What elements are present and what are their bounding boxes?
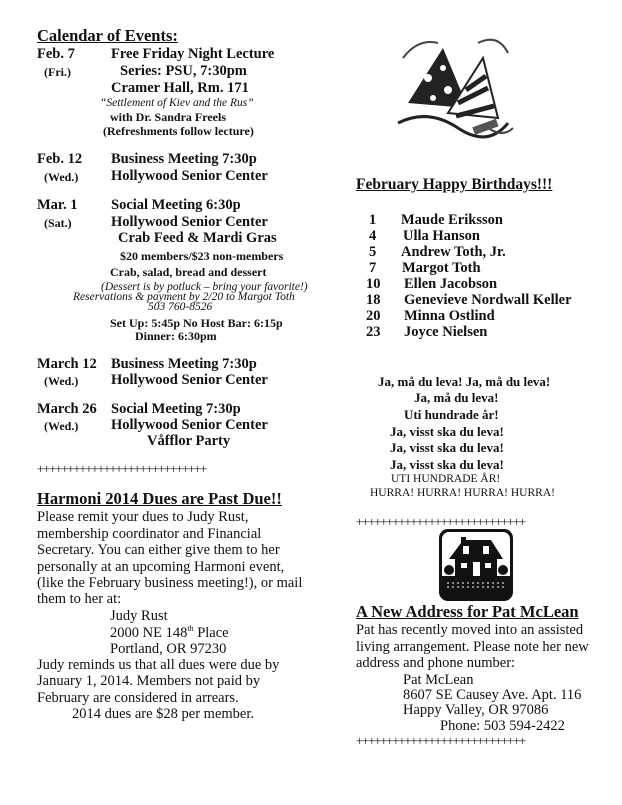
separator: ++++++++++++++++++++++++++++ — [356, 733, 525, 748]
birthday-day: 7 — [369, 260, 377, 276]
song-line: Ja, visst ska du leva! — [390, 424, 504, 439]
birthday-day: 4 — [369, 228, 377, 244]
event-line: Hollywood Senior Center — [111, 214, 268, 230]
event-line: Social Meeting 7:30p — [111, 401, 241, 417]
event-line: Reservations & payment by 2/20 to Margot Toth — [73, 291, 295, 303]
event-line: with Dr. Sandra Freels — [110, 110, 227, 124]
dues-text: Secretary. You can either give them to her — [37, 542, 280, 558]
dues-address: Portland, OR 97230 — [110, 641, 227, 657]
birthday-day: 18 — [366, 292, 381, 308]
event-day: (Sat.) — [44, 216, 72, 230]
birthdays-title: February Happy Birthdays!!! — [356, 176, 553, 193]
event-line: Business Meeting 7:30p — [111, 151, 257, 167]
event-date: Feb. 7 — [37, 46, 75, 62]
event-line: $20 members/$23 non-members — [120, 249, 284, 263]
event-line: Social Meeting 6:30p — [111, 197, 241, 213]
dues-address: 2000 NE 148th Place — [110, 624, 229, 641]
event-line: Series: PSU, 7:30pm — [120, 63, 247, 79]
event-day: (Wed.) — [44, 374, 79, 388]
birthday-day: 10 — [366, 276, 381, 292]
birthday-day: 23 — [366, 324, 381, 340]
event-line: Crab, salad, bread and dessert — [110, 265, 267, 279]
calendar-title: Calendar of Events: — [37, 26, 178, 45]
birthday-name: Margot Toth — [402, 260, 481, 276]
birthday-name: Ulla Hanson — [403, 228, 480, 244]
dues-text: Please remit your dues to Judy Rust, — [37, 509, 249, 525]
event-line: Hollywood Senior Center — [111, 168, 268, 184]
new-address-line: 8607 SE Causey Ave. Apt. 116 — [403, 687, 582, 703]
dues-text: 2014 dues are $28 per member. — [72, 706, 255, 722]
new-address-line: Pat McLean — [403, 672, 474, 688]
dues-text: Judy reminds us that all dues were due by — [37, 657, 280, 673]
event-date: Mar. 1 — [37, 197, 78, 213]
event-line: Crab Feed & Mardi Gras — [118, 230, 277, 246]
event-line: (Dessert is by potluck – bring your favorite!) — [101, 281, 308, 293]
dues-text: personally at an upcoming Harmoni event, — [37, 559, 285, 575]
new-address-line: Happy Valley, OR 97086 — [403, 702, 549, 718]
song-line: Ja, må du leva! Ja, må du leva! — [378, 374, 551, 389]
event-line: Hollywood Senior Center — [111, 372, 268, 388]
event-date: March 12 — [37, 356, 97, 372]
song-line: Uti hundrade år! — [404, 407, 499, 422]
birthday-name: Maude Eriksson — [401, 212, 503, 228]
song-line: HURRA! HURRA! HURRA! HURRA! — [370, 487, 555, 499]
dues-text: membership coordinator and Financial — [37, 526, 262, 542]
event-line: Dinner: 6:30pm — [135, 329, 217, 343]
new-address-text: living arrangement. Please note her new — [356, 639, 589, 655]
event-line: Set Up: 5:45p No Host Bar: 6:15p — [110, 316, 283, 330]
house-icon — [439, 529, 513, 601]
party-hat-icon — [388, 28, 518, 148]
dues-text: January 1, 2014. Members not paid by — [37, 673, 261, 689]
separator: ++++++++++++++++++++++++++++ — [356, 514, 525, 529]
dues-title: Harmoni 2014 Dues are Past Due!! — [37, 489, 282, 508]
birthday-name: Minna Ostlind — [404, 308, 495, 324]
event-line: Hollywood Senior Center — [111, 417, 268, 433]
event-day: (Fri.) — [44, 65, 71, 79]
birthday-day: 5 — [369, 244, 377, 260]
birthday-day: 1 — [369, 212, 377, 228]
dues-text: them to her at: — [37, 591, 122, 607]
new-address-text: Pat has recently moved into an assisted — [356, 622, 584, 638]
event-line: Cramer Hall, Rm. 171 — [111, 80, 249, 96]
song-line: UTI HUNDRADE ÅR! — [391, 473, 501, 485]
event-line: Business Meeting 7:30p — [111, 356, 257, 372]
dues-text: (like the February business meeting!), or mail — [37, 575, 303, 591]
birthday-name: Joyce Nielsen — [404, 324, 488, 340]
song-line: Ja, må du leva! — [414, 390, 499, 405]
dues-text: February are considered in arrears. — [37, 690, 239, 706]
event-day: (Wed.) — [44, 170, 79, 184]
event-date: March 26 — [37, 401, 97, 417]
event-date: Feb. 12 — [37, 151, 83, 167]
new-address-phone: Phone: 503 594-2422 — [440, 718, 565, 734]
event-line: Free Friday Night Lecture — [111, 46, 275, 62]
separator: ++++++++++++++++++++++++++++ — [37, 461, 206, 476]
event-line: 503 760-8526 — [148, 301, 213, 313]
birthday-day: 20 — [366, 308, 381, 324]
birthday-name: Andrew Toth, Jr. — [401, 244, 506, 260]
new-address-text: address and phone number: — [356, 655, 516, 671]
birthday-name: Ellen Jacobson — [404, 276, 498, 292]
song-line: Ja, visst ska du leva! — [390, 457, 504, 472]
event-line: “Settlement of Kiev and the Rus” — [100, 97, 254, 109]
event-day: (Wed.) — [44, 419, 79, 433]
birthday-name: Genevieve Nordwall Keller — [404, 292, 572, 308]
song-line: Ja, visst ska du leva! — [390, 440, 504, 455]
dues-address: Judy Rust — [110, 608, 168, 624]
new-address-title: A New Address for Pat McLean — [356, 602, 579, 621]
event-line: Våfflor Party — [147, 433, 231, 449]
event-line: (Refreshments follow lecture) — [103, 124, 254, 138]
